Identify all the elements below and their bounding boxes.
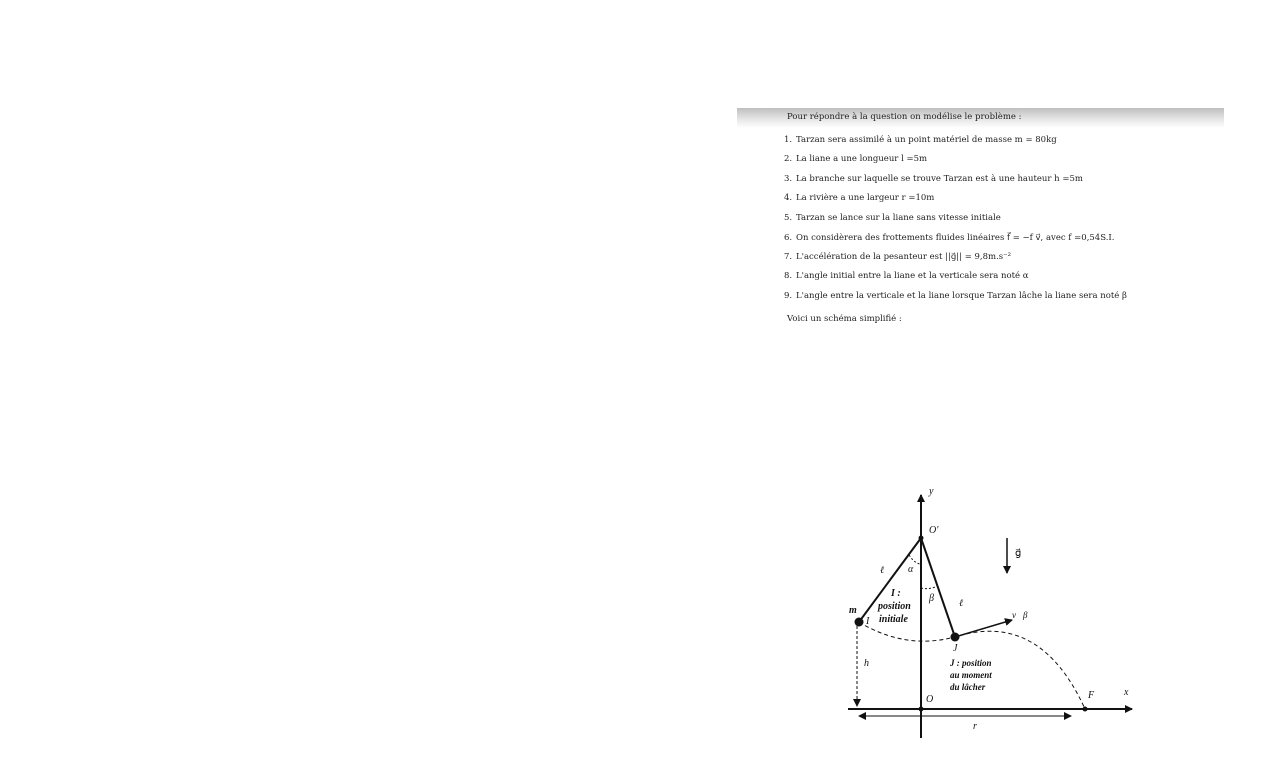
list-item: 7. L'accélération de la pesanteur est ||g⃗|| = 9,8m.s⁻² (784, 252, 1012, 262)
label-F: F (1088, 690, 1095, 701)
alpha-arc (909, 555, 921, 564)
list-item: 8. L'angle initial entre la liane et la verticale sera noté α (784, 271, 1029, 281)
label-g: g⃗ (1015, 548, 1022, 559)
list-item: 4. La rivière a une largeur r =10m (784, 193, 935, 203)
beta-arc (921, 586, 937, 589)
list-item: 2. La liane a une longueur l =5m (784, 154, 928, 164)
label-J-title: J : position (950, 658, 992, 668)
label-O: O (926, 694, 934, 705)
list-item: 9. L'angle entre la verticale et la liane lorsque Tarzan lâche la liane sera noté β (784, 291, 1127, 301)
vine-release (921, 538, 955, 637)
v-arrow (955, 620, 1012, 637)
point-I (855, 618, 864, 627)
label-J-lacher: du lâcher (950, 682, 986, 692)
label-v: v⃗β (1012, 610, 1028, 620)
label-I-title: I : (891, 588, 901, 599)
label-h: h (864, 658, 869, 669)
point-J (951, 633, 960, 642)
list-item: 6. On considèrera des frottements fluides linéaires f⃗ = −f v⃗, avec f =0,54S.I. (784, 233, 1115, 243)
point-F (1083, 707, 1088, 712)
label-O-prime: O' (929, 525, 939, 536)
label-alpha: α (908, 564, 914, 575)
label-J: J (953, 643, 958, 654)
label-r: r (973, 721, 977, 732)
outro-text: Voici un schéma simplifié : (787, 314, 902, 324)
point-O-prime (919, 536, 924, 541)
label-y: y (929, 486, 934, 497)
label-beta: β (929, 593, 934, 604)
label-I-initiale: initiale (879, 614, 908, 625)
list-item: 1. Tarzan sera assimilé à un point matériel de masse m = 80kg (784, 135, 1057, 145)
label-I: I (866, 616, 870, 627)
label-I-position: position (878, 601, 911, 612)
label-J-moment: au moment (950, 670, 992, 680)
label-ell-2: ℓ (959, 598, 964, 609)
point-O (919, 707, 924, 712)
intro-text: Pour répondre à la question on modélise le problème : (787, 112, 1022, 122)
label-x: x (1124, 687, 1129, 698)
list-item: 3. La branche sur laquelle se trouve Tarzan est à une hauteur h =5m (784, 174, 1083, 184)
list-item: 5. Tarzan se lance sur la liane sans vitesse initiale (784, 213, 1001, 223)
label-ell-1: ℓ (880, 565, 885, 576)
label-m: m (849, 605, 857, 616)
